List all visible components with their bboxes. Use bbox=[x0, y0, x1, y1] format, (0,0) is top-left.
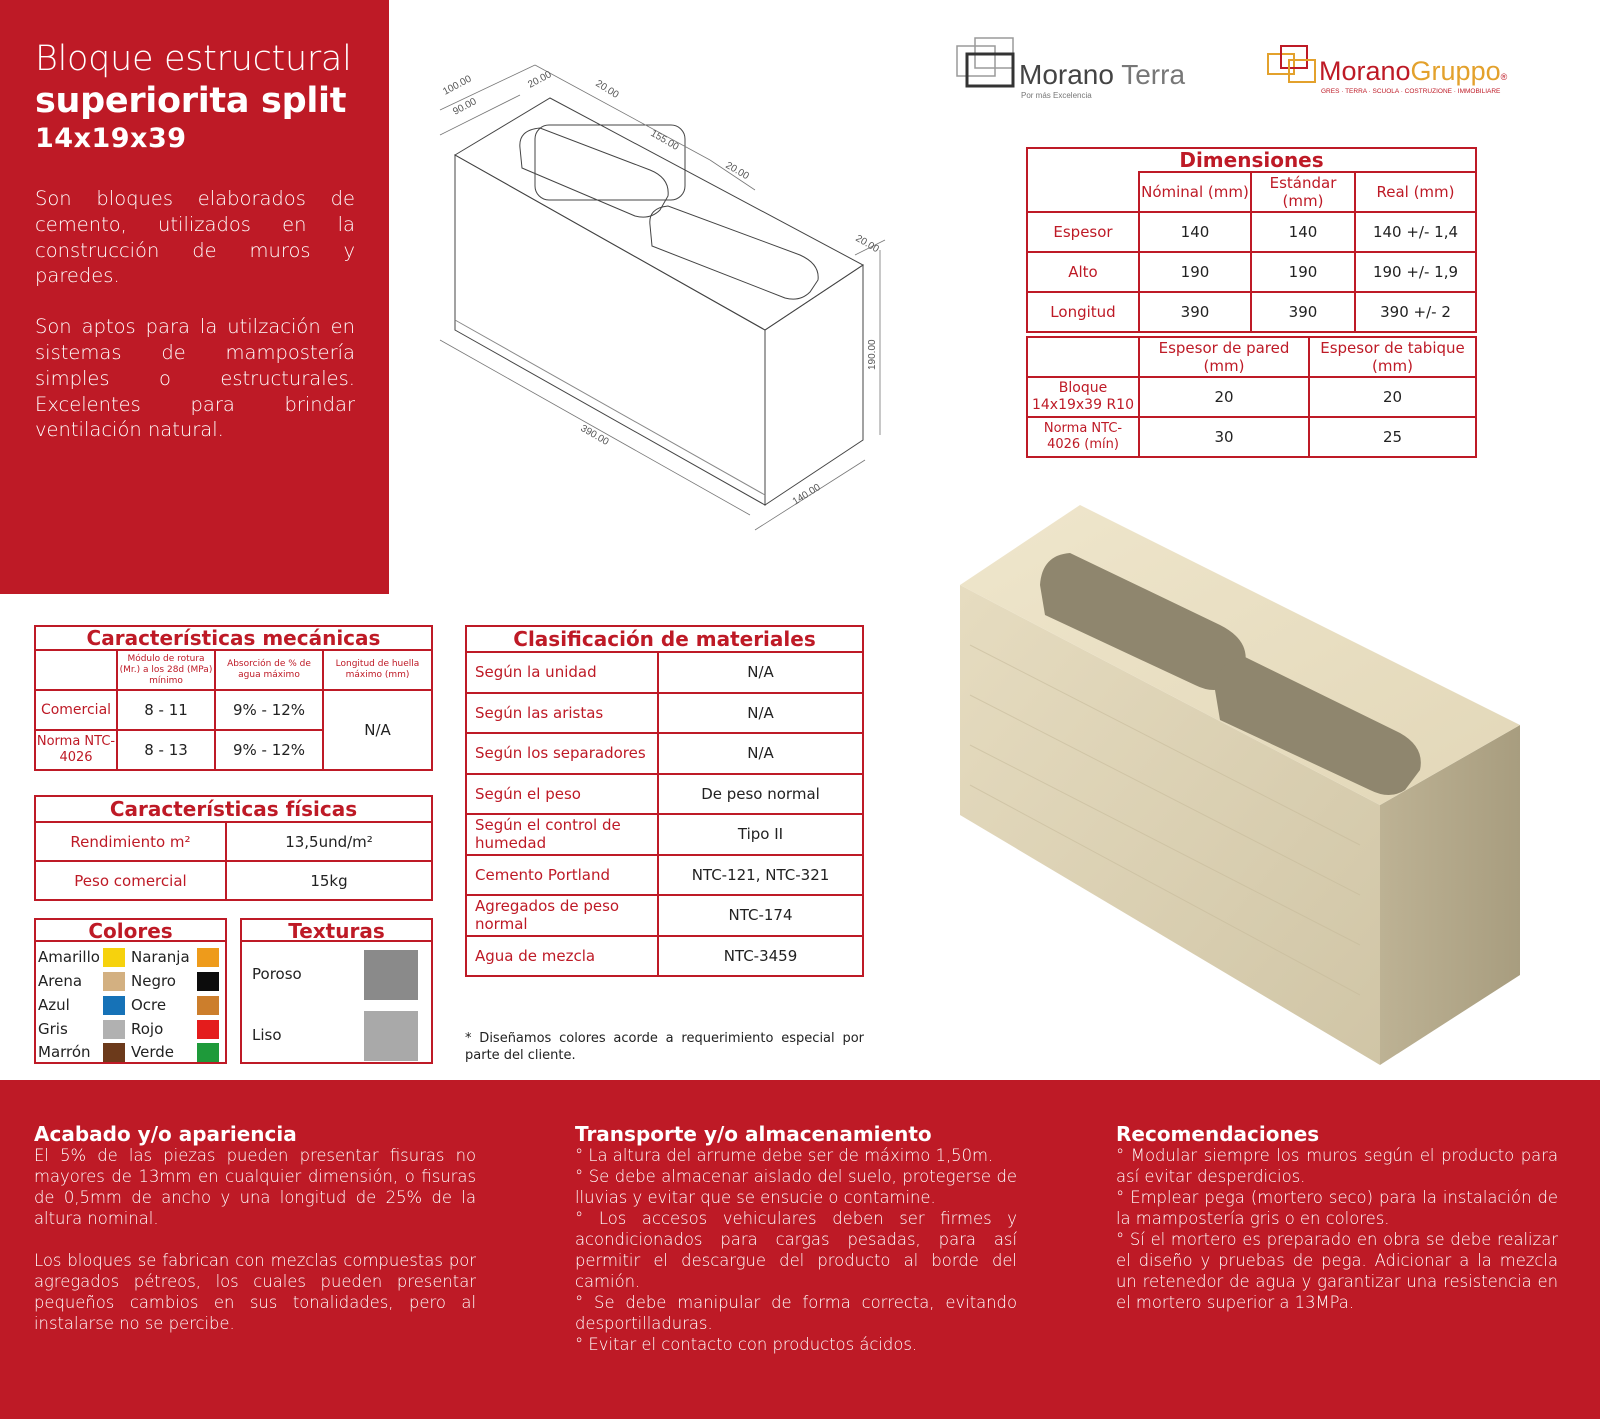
table-cell: N/A bbox=[658, 733, 863, 774]
dim-label: 20.00 bbox=[853, 233, 881, 256]
row-label: Agregados de peso normal bbox=[466, 895, 658, 936]
mechanical-table bbox=[34, 625, 433, 771]
row-label: Bloque 14x19x39 R10 bbox=[1027, 377, 1139, 417]
section-title: Recomendaciones bbox=[1116, 1122, 1320, 1146]
title-line-1: Bloque estructural bbox=[35, 39, 352, 79]
table-cell: 13,5und/m² bbox=[226, 822, 432, 861]
dimensions-table bbox=[1026, 147, 1477, 333]
color-name: Verde bbox=[131, 1043, 174, 1061]
section-text: ° Los accesos vehiculares deben ser firmes y acondicionados para cargas pesadas, para así permitir el descargue del producto al borde del camión. bbox=[575, 1209, 1017, 1291]
acabado-section bbox=[34, 1123, 476, 1334]
description-2: Son aptos para la utilzación en sistemas de mampostería simples o estructurales. Excelentes para brindar ventilación natural. bbox=[35, 315, 355, 442]
color-name: Ocre bbox=[131, 996, 167, 1014]
section-text: Los bloques se fabrican con mezclas compuestas por agregados pétreos, los cuales pueden presentar pequeños cambios en sus tonalidades, pero al instalarse no se percibe. bbox=[34, 1251, 476, 1333]
footer bbox=[0, 1080, 1600, 1419]
table-cell: 190 bbox=[1139, 252, 1251, 292]
column-header: Espesor de pared (mm) bbox=[1139, 337, 1309, 377]
table-cell: 390 bbox=[1139, 292, 1251, 332]
color-name: Marrón bbox=[38, 1043, 91, 1061]
table-cell: 9% - 12% bbox=[215, 730, 323, 770]
dim-label: 20.00 bbox=[526, 69, 554, 91]
row-label: Agua de mezcla bbox=[466, 936, 658, 977]
texture-name: Liso bbox=[252, 1026, 282, 1044]
morano-gruppo-logo bbox=[1265, 40, 1545, 102]
dim-label: 20.00 bbox=[723, 160, 751, 183]
dim-label: 100.00 bbox=[441, 73, 474, 98]
table-title: Dimensiones bbox=[1027, 148, 1476, 172]
column-header: Estándar (mm) bbox=[1251, 172, 1355, 212]
table-cell: 390 bbox=[1251, 292, 1355, 332]
table-cell: 25 bbox=[1309, 417, 1476, 457]
color-swatch bbox=[103, 948, 125, 967]
texture-name: Poroso bbox=[252, 965, 302, 983]
section-text: ° Modular siempre los muros según el producto para así evitar desperdicios. bbox=[1116, 1146, 1558, 1186]
column-header: Longitud de huella máximo (mm) bbox=[323, 650, 432, 690]
texture-swatch bbox=[364, 950, 418, 1000]
color-swatch bbox=[103, 1020, 125, 1039]
section-text: ° La altura del arrume debe ser de máximo 1,50m. bbox=[575, 1146, 994, 1165]
table-cell: 9% - 12% bbox=[215, 690, 323, 730]
table-cell: 390 +/- 2 bbox=[1355, 292, 1476, 332]
section-title: Acabado y/o apariencia bbox=[34, 1122, 297, 1146]
dim-label: 390.00 bbox=[578, 423, 611, 448]
logo-text: Morano bbox=[1319, 56, 1411, 86]
row-label: Alto bbox=[1027, 252, 1139, 292]
row-label: Norma NTC-4026 bbox=[35, 730, 117, 770]
section-text: ° Se debe manipular de forma correcta, evitando desportilladuras. bbox=[575, 1293, 1017, 1333]
transporte-section bbox=[575, 1123, 1017, 1355]
dim-label: 140.00 bbox=[790, 482, 823, 508]
table-cell: 140 bbox=[1251, 212, 1355, 252]
section-title: Transporte y/o almacenamiento bbox=[575, 1122, 932, 1146]
table-cell: 190 bbox=[1251, 252, 1355, 292]
section-text: ° Emplear pega (mortero seco) para la instalación de la mampostería gris o en colores. bbox=[1116, 1188, 1558, 1228]
logo-reg: ® bbox=[1500, 72, 1508, 82]
table-title: Clasificación de materiales bbox=[466, 626, 863, 652]
table-cell: 140 +/- 1,4 bbox=[1355, 212, 1476, 252]
row-label: Comercial bbox=[35, 690, 117, 730]
column-header: Real (mm) bbox=[1355, 172, 1476, 212]
color-name: Arena bbox=[38, 972, 83, 990]
textures-title: Texturas bbox=[242, 920, 431, 942]
color-swatch bbox=[103, 1043, 125, 1062]
table-title: Características físicas bbox=[35, 796, 432, 822]
section-text: ° Sí el mortero es preparado en obra se debe realizar el diseño y pruebas de pega. Adicionar a la mezcla un retenedor de agua y garantizar una resistencia en el mortero superior a 13MPa. bbox=[1116, 1230, 1558, 1312]
logo-tagline: GRES · TERRA · SCUOLA · COSTRUZIONE · IMMOBILIARE bbox=[1321, 88, 1501, 95]
section-text: El 5% de las piezas pueden presentar fisuras no mayores de 13mm en cualquier dimensión, o fisuras de 0,5mm de ancho y una longitud de 25% de la altura nominal. bbox=[34, 1146, 476, 1228]
row-label: Cemento Portland bbox=[466, 855, 658, 896]
description-1: Son bloques elaborados de cemento, utilizados en la construcción de muros y paredes. bbox=[35, 187, 355, 288]
row-label: Peso comercial bbox=[35, 861, 226, 900]
table-cell: 140 bbox=[1139, 212, 1251, 252]
technical-drawing bbox=[400, 60, 920, 550]
colors-box bbox=[34, 918, 227, 1064]
table-cell: N/A bbox=[323, 690, 432, 770]
section-text: ° Evitar el contacto con productos ácidos. bbox=[575, 1335, 918, 1354]
row-label: Rendimiento m² bbox=[35, 822, 226, 861]
table-cell: Tipo II bbox=[658, 814, 863, 855]
dim-label: 190.00 bbox=[867, 339, 878, 370]
title-line-3: 14x19x39 bbox=[35, 123, 187, 154]
row-label: Según las aristas bbox=[466, 693, 658, 734]
row-label: Longitud bbox=[1027, 292, 1139, 332]
table-cell: 30 bbox=[1139, 417, 1309, 457]
color-name: Gris bbox=[38, 1020, 68, 1038]
row-label: Norma NTC-4026 (mín) bbox=[1027, 417, 1139, 457]
color-name: Azul bbox=[38, 996, 70, 1014]
svg-text:MoranoGruppo® bbox=[1319, 56, 1508, 86]
table-cell: 15kg bbox=[226, 861, 432, 900]
color-swatch bbox=[197, 972, 219, 991]
color-swatch bbox=[197, 996, 219, 1015]
color-swatch bbox=[197, 1043, 219, 1062]
color-swatch bbox=[197, 1020, 219, 1039]
column-header: Nóminal (mm) bbox=[1139, 172, 1251, 212]
logo-text: Morano bbox=[1019, 59, 1114, 90]
row-label: Según la unidad bbox=[466, 652, 658, 693]
row-label: Según los separadores bbox=[466, 733, 658, 774]
color-name: Naranja bbox=[131, 948, 190, 966]
dim-label: 20.00 bbox=[593, 78, 621, 101]
header-panel bbox=[0, 0, 389, 594]
column-header: Módulo de rotura (Mr.) a los 28d (MPa) mínimo bbox=[117, 650, 215, 690]
color-name: Amarillo bbox=[38, 948, 100, 966]
custom-colors-note: * Diseñamos colores acorde a requerimiento especial por parte del cliente. bbox=[465, 1031, 864, 1063]
table-cell: 20 bbox=[1309, 377, 1476, 417]
color-swatch bbox=[103, 972, 125, 991]
table-cell: 20 bbox=[1139, 377, 1309, 417]
materials-table bbox=[465, 625, 864, 977]
table-cell: 190 +/- 1,9 bbox=[1355, 252, 1476, 292]
table-cell: De peso normal bbox=[658, 774, 863, 815]
table-cell: NTC-121, NTC-321 bbox=[658, 855, 863, 896]
color-swatch bbox=[103, 996, 125, 1015]
block-photo bbox=[960, 505, 1560, 1065]
morano-terra-logo bbox=[955, 36, 1225, 102]
color-name: Negro bbox=[131, 972, 176, 990]
section-text: ° Se debe almacenar aislado del suelo, protegerse de lluvias y evitar que se ensucie o contamine. bbox=[575, 1167, 1017, 1207]
logo-text: Terra bbox=[1121, 59, 1186, 90]
table-cell: NTC-3459 bbox=[658, 936, 863, 977]
row-label: Según el peso bbox=[466, 774, 658, 815]
table-cell: 8 - 13 bbox=[117, 730, 215, 770]
logo-text: Gruppo bbox=[1410, 56, 1501, 86]
table-cell: 8 - 11 bbox=[117, 690, 215, 730]
logo-tagline: Por más Excelencia bbox=[1021, 91, 1092, 100]
dim-label: 90.00 bbox=[451, 96, 479, 118]
physical-table bbox=[34, 795, 433, 901]
table-cell: NTC-174 bbox=[658, 895, 863, 936]
texture-swatch bbox=[364, 1011, 418, 1061]
colors-title: Colores bbox=[36, 920, 225, 942]
row-label: Según el control de humedad bbox=[466, 814, 658, 855]
table-title: Características mecánicas bbox=[35, 626, 432, 650]
table-cell: N/A bbox=[658, 693, 863, 734]
column-header: Espesor de tabique (mm) bbox=[1309, 337, 1476, 377]
dim-label: 155.00 bbox=[648, 128, 681, 153]
title-line-2: superiorita split bbox=[35, 81, 347, 121]
column-header: Absorción de % de agua máximo bbox=[215, 650, 323, 690]
color-name: Rojo bbox=[131, 1020, 164, 1038]
textures-box bbox=[240, 918, 433, 1064]
row-label: Espesor bbox=[1027, 212, 1139, 252]
wall-thickness-table bbox=[1026, 336, 1477, 458]
recomendaciones-section bbox=[1116, 1123, 1558, 1313]
svg-text:Morano Terra bbox=[1019, 59, 1185, 90]
table-cell: N/A bbox=[658, 652, 863, 693]
color-swatch bbox=[197, 948, 219, 967]
